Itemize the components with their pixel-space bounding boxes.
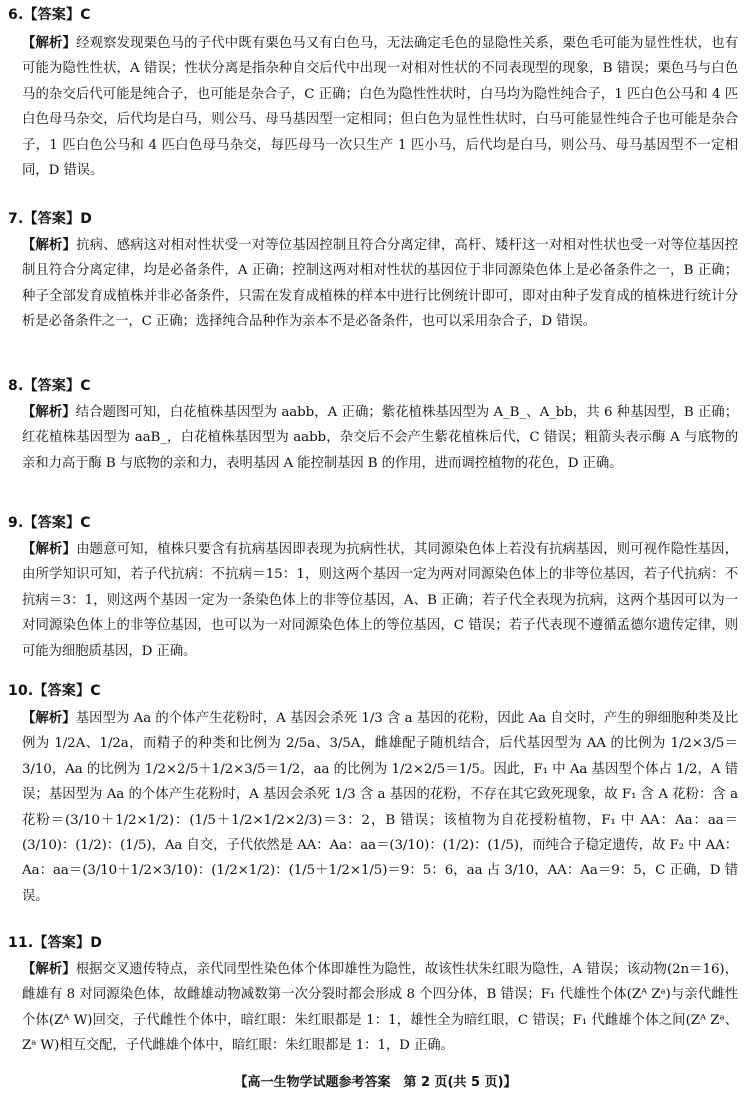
- analysis-10: 【解析】基因型为 Aa 的个体产生花粉时，A 基因会杀死 1/3 含 a 基因的花粉，因此 Aa 自交时，产生的卵细胞种类及比例为 1/2A、1/2a，而精子的种类和比例为 2/5a、3/5A，雌雄配子随机结合，后代基因型为 AA 的比例为 1/2×3/5＝3/10，Aa 的比例为 1/2×2/5＋1/2×3/5＝1/2，aa 的比例为 1/2×2/5＝1/5。因此，F₁ 中 Aa 基因型个体占 1/2，A 错误；基因型为 Aa 的个体产生花粉时，A 基因会杀死 1/3 含 a 基因的花粉，不存在其它致死现象，故 F₁ 含 A 花粉：含 a 花粉＝(3/10＋1/2×1/2)：(1/5＋1/2×1/2×2/3)＝3：2，B 错误；该植物为自花授粉植物，F₁ 中 AA：Aa：aa＝(3/10)：(1/2)：(1/5)，Aa 自交，子代依然是 AA：Aa：aa＝(3/10)：(1/2)：(1/5)，而纯合子稳定遗传，故 F₂ 中 AA：Aa：aa＝(3/10＋1/2×3/10)：(1/2×1/2)：(1/5＋1/2×1/5)＝9：5：6，aa 占 3/10，AA：Aa＝9：5，C 正确，D 错误。: [22, 711, 738, 904]
- analysis-8: 【解析】结合题图可知，白花植株基因型为 aabb，A 正确；紫花植株基因型为 A_B_、A_bb，共 6 种基因型，B 正确；红花植株基因型为 aaB_，白花植株基因型为 aabb，杂交后不会产生紫花植株后代，C 错误；粗箭头表示酶 A 与底物的亲和力高于酶 B 与底物的亲和力，表明基因 A 能控制基因 B 的作用，进而调控植物的花色，D 正确。: [22, 405, 738, 471]
- answer-8: 8.【答案】C: [8, 378, 91, 394]
- answer-11: 11.【答案】D: [8, 935, 103, 951]
- analysis-6: 【解析】经观察发现栗色马的子代中既有栗色马又有白色马，无法确定毛色的显隐性关系，栗色毛可能为显性性状，也有可能为隐性性状，A 错误；性状分离是指杂种自交后代中出现一对相对性状的不同表现型的现象，B 错误；栗色马与白色马的杂交后代可能是纯合子，也可能是杂合子，C 正确；白色为隐性性状时，白马均为隐性纯合子，1 匹白色公马和 4 匹白色母马杂交，后代均是白马，则公马、母马基因型一定相同；但白色为显性性状时，白马可能显性纯合子也可能是杂合子，1 匹白色公马和 4 匹白色母马杂交，每匹母马一次只生产 1 匹小马，后代均是白马，则公马、母马基因型不一定相同，D 错误。: [22, 36, 738, 179]
- answer-7: 7.【答案】D: [8, 211, 93, 227]
- analysis-tag: 【解析】: [22, 962, 76, 977]
- analysis-tag: 【解析】: [22, 542, 77, 557]
- analysis-11: 【解析】根据交叉遗传特点，亲代同型性染色体个体即雄性为隐性，故该性状朱红眼为隐性，A 错误；该动物(2n＝16)，雌雄有 8 对同源染色体，故雌雄动物减数第一次分裂时都会形成 8 个四分体，B 错误；F₁ 代雄性个体(Zᴬ Zᵃ)与亲代雌性个体(Zᴬ W)回交，子代雌性个体中，暗红眼：朱红眼都是 1：1，雄性全为暗红眼，C 错误；F₁ 代雌雄个体之间(Zᴬ Zᵃ、Zᵃ W)相互交配，子代雌雄个体中，暗红眼：朱红眼都是 1：1，D 正确。: [22, 962, 738, 1054]
- analysis-tag: 【解析】: [22, 36, 77, 51]
- analysis-9: 【解析】由题意可知，植株只要含有抗病基因即表现为抗病性状，其同源染色体上若没有抗病基因，则可视作隐性基因，由所学知识可知，若子代抗病：不抗病＝15：1，则这两个基因一定为两对同源染色体上的非等位基因，若子代抗病：不抗病＝3：1，则这两个基因一定为一条染色体上的非等位基因，A、B 正确；若子代全表现为抗病，这两个基因可以为一对同源染色体上的非等位基因，也可以为一对同源染色体上的等位基因，C 错误；若子代表现不遵循孟德尔遗传定律，则可能为细胞质基因，D 正确。: [22, 542, 738, 659]
- answer-10: 10.【答案】C: [8, 683, 101, 699]
- analysis-tag: 【解析】: [22, 405, 76, 420]
- analysis-7: 【解析】抗病、感病这对相对性状受一对等位基因控制且符合分离定律，高杆、矮杆这一对相对性状也受一对等位基因控制且符合分离定律，均是必备条件，A 正确；控制这两对相对性状的基因位于非同源染色体上是必备条件之一，B 正确；种子全部发育成植株并非必备条件，只需在发育成植株的样本中进行比例统计即可，即对由种子发育成的植株进行统计分析是必备条件之一，C 正确；选择纯合品种作为亲本不是必备条件，也可以采用杂合子，D 错误。: [22, 238, 738, 330]
- page-footer: 【高一生物学试题参考答案 第 2 页(共 5 页)】: [234, 1075, 517, 1090]
- analysis-tag: 【解析】: [22, 711, 76, 726]
- answer-9: 9.【答案】C: [8, 515, 91, 531]
- analysis-tag: 【解析】: [22, 238, 77, 253]
- answer-6: 6.【答案】C: [8, 7, 91, 23]
